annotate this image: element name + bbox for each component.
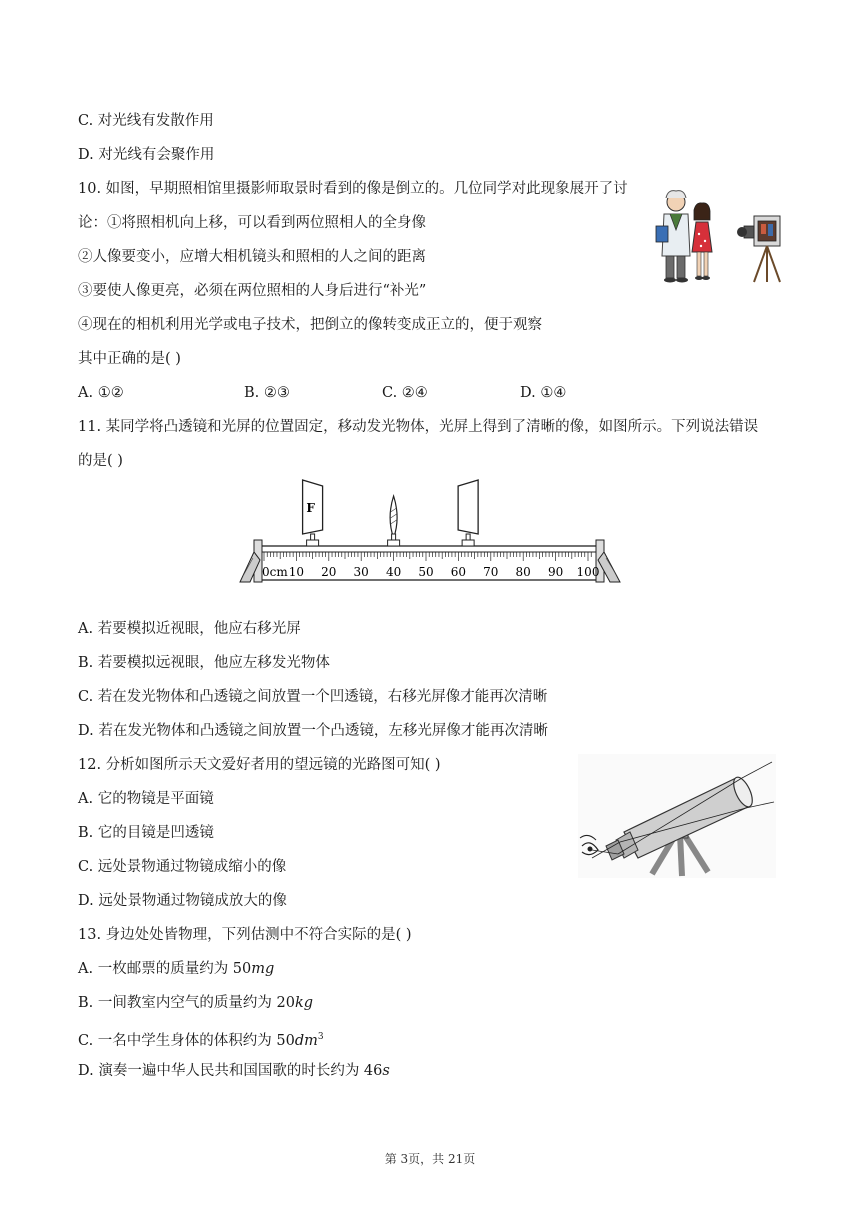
q13-option-c-text: C. 一名中学生身体的体积约为 50: [78, 1032, 295, 1049]
q13-option-d-unit: s: [382, 1063, 390, 1079]
ruler-tick-label: 30: [353, 565, 369, 579]
q10-statement-2: ②人像要变小，应增大相机镜头和照相的人之间的距离: [78, 249, 426, 265]
ruler-tick-label: 70: [483, 565, 499, 579]
camera-on-tripod: [737, 216, 780, 282]
q13-option-a-unit: mg: [251, 961, 275, 977]
ruler-tick-label: 0cm: [262, 565, 288, 579]
ruler-tick-label: 80: [515, 565, 531, 579]
ruler-tick-label: 50: [418, 565, 434, 579]
girl-figure: [692, 203, 712, 280]
q12-option-d: D. 远处景物通过物镜成放大的像: [78, 893, 287, 909]
q13-option-d: [78, 1061, 390, 1081]
ruler-tick-label: 10: [288, 565, 305, 579]
ruler-tick-label: 100: [576, 565, 600, 579]
q12-option-b: B. 它的目镜是凹透镜: [78, 825, 214, 841]
q11-option-d: D. 若在发光物体和凸透镜之间放置一个凸透镜，左移光屏像才能再次清晰: [78, 723, 548, 739]
q10-option-b: B. ②③: [244, 385, 290, 401]
page-footer: 第 3页，共 21页: [384, 1152, 476, 1166]
q10-option-c: C. ②④: [382, 385, 428, 401]
q13-option-c: [78, 1027, 324, 1051]
q10-option-a: A. ①②: [78, 385, 124, 401]
q13-option-b-text: B. 一间教室内空气的质量约为 20: [78, 995, 295, 1011]
right-stand: [596, 540, 620, 582]
q10-stem-line1: 10. 如图，早期照相馆里摄影师取景时看到的像是倒立的。几位同学对此现象展开了讨: [78, 181, 628, 197]
q11-stem-line1: 11. 某同学将凸透镜和光屏的位置固定，移动发光物体，光屏上得到了清晰的像，如图所示。下列说法错误: [78, 419, 759, 435]
ruler-tick-label: 60: [450, 565, 467, 579]
q11-option-a: A. 若要模拟近视眼，他应右移光屏: [78, 621, 301, 637]
q10-prompt: 其中正确的是( ): [78, 351, 181, 367]
q12-stem: 12. 分析如图所示天文爱好者用的望远镜的光路图可知( ): [78, 757, 441, 773]
light-screen: [458, 480, 478, 546]
telescope-diagram: [578, 754, 776, 878]
ruler-tick-label: 20: [321, 565, 337, 579]
q13-stem: 13. 身边处处皆物理，下列估测中不符合实际的是( ): [78, 927, 412, 943]
q13-option-a-text: A. 一枚邮票的质量约为 50: [78, 961, 252, 977]
q9-option-d: D. 对光线有会聚作用: [78, 147, 215, 163]
q11-option-b: B. 若要模拟远视眼，他应左移发光物体: [78, 655, 330, 671]
optical-bench-diagram: [238, 472, 624, 588]
left-stand: [240, 540, 262, 582]
q10-option-d: D. ①④: [520, 385, 567, 401]
q13-option-b: [78, 993, 313, 1013]
q10-options: [78, 383, 566, 403]
q13-option-c-exponent: 3: [317, 1032, 324, 1042]
q11-stem-line2: 的是( ): [78, 453, 123, 469]
q12-option-a: A. 它的物镜是平面镜: [78, 791, 214, 807]
object-letter: F: [306, 501, 315, 515]
q10-stem-line2: 论：①将照相机向上移，可以看到两位照相人的全身像: [78, 215, 426, 231]
ruler-tick-label: 40: [385, 565, 402, 579]
ruler-tick-label: 90: [547, 565, 564, 579]
q13-option-c-unit: dm: [294, 1032, 318, 1049]
q13-option-d-text: D. 演奏一遍中华人民共和国国歌的时长约为 46: [78, 1063, 383, 1079]
q10-statement-3: ③要使人像更亮，必须在两位照相的人身后进行“补光”: [78, 283, 427, 299]
q12-option-c: C. 远处景物通过物镜成缩小的像: [78, 859, 287, 875]
convex-lens: [388, 496, 400, 546]
photo-studio-illustration: [650, 186, 790, 286]
light-object: [303, 480, 323, 546]
q11-option-c: C. 若在发光物体和凸透镜之间放置一个凹透镜，右移光屏像才能再次清晰: [78, 689, 548, 705]
q13-option-b-unit: kg: [294, 995, 314, 1011]
q13-option-a: [78, 959, 274, 979]
q9-option-c: C. 对光线有发散作用: [78, 113, 214, 129]
old-man-figure: [656, 191, 690, 283]
q10-statement-4: ④现在的相机利用光学或电子技术，把倒立的像转变成正立的，便于观察: [78, 317, 542, 333]
